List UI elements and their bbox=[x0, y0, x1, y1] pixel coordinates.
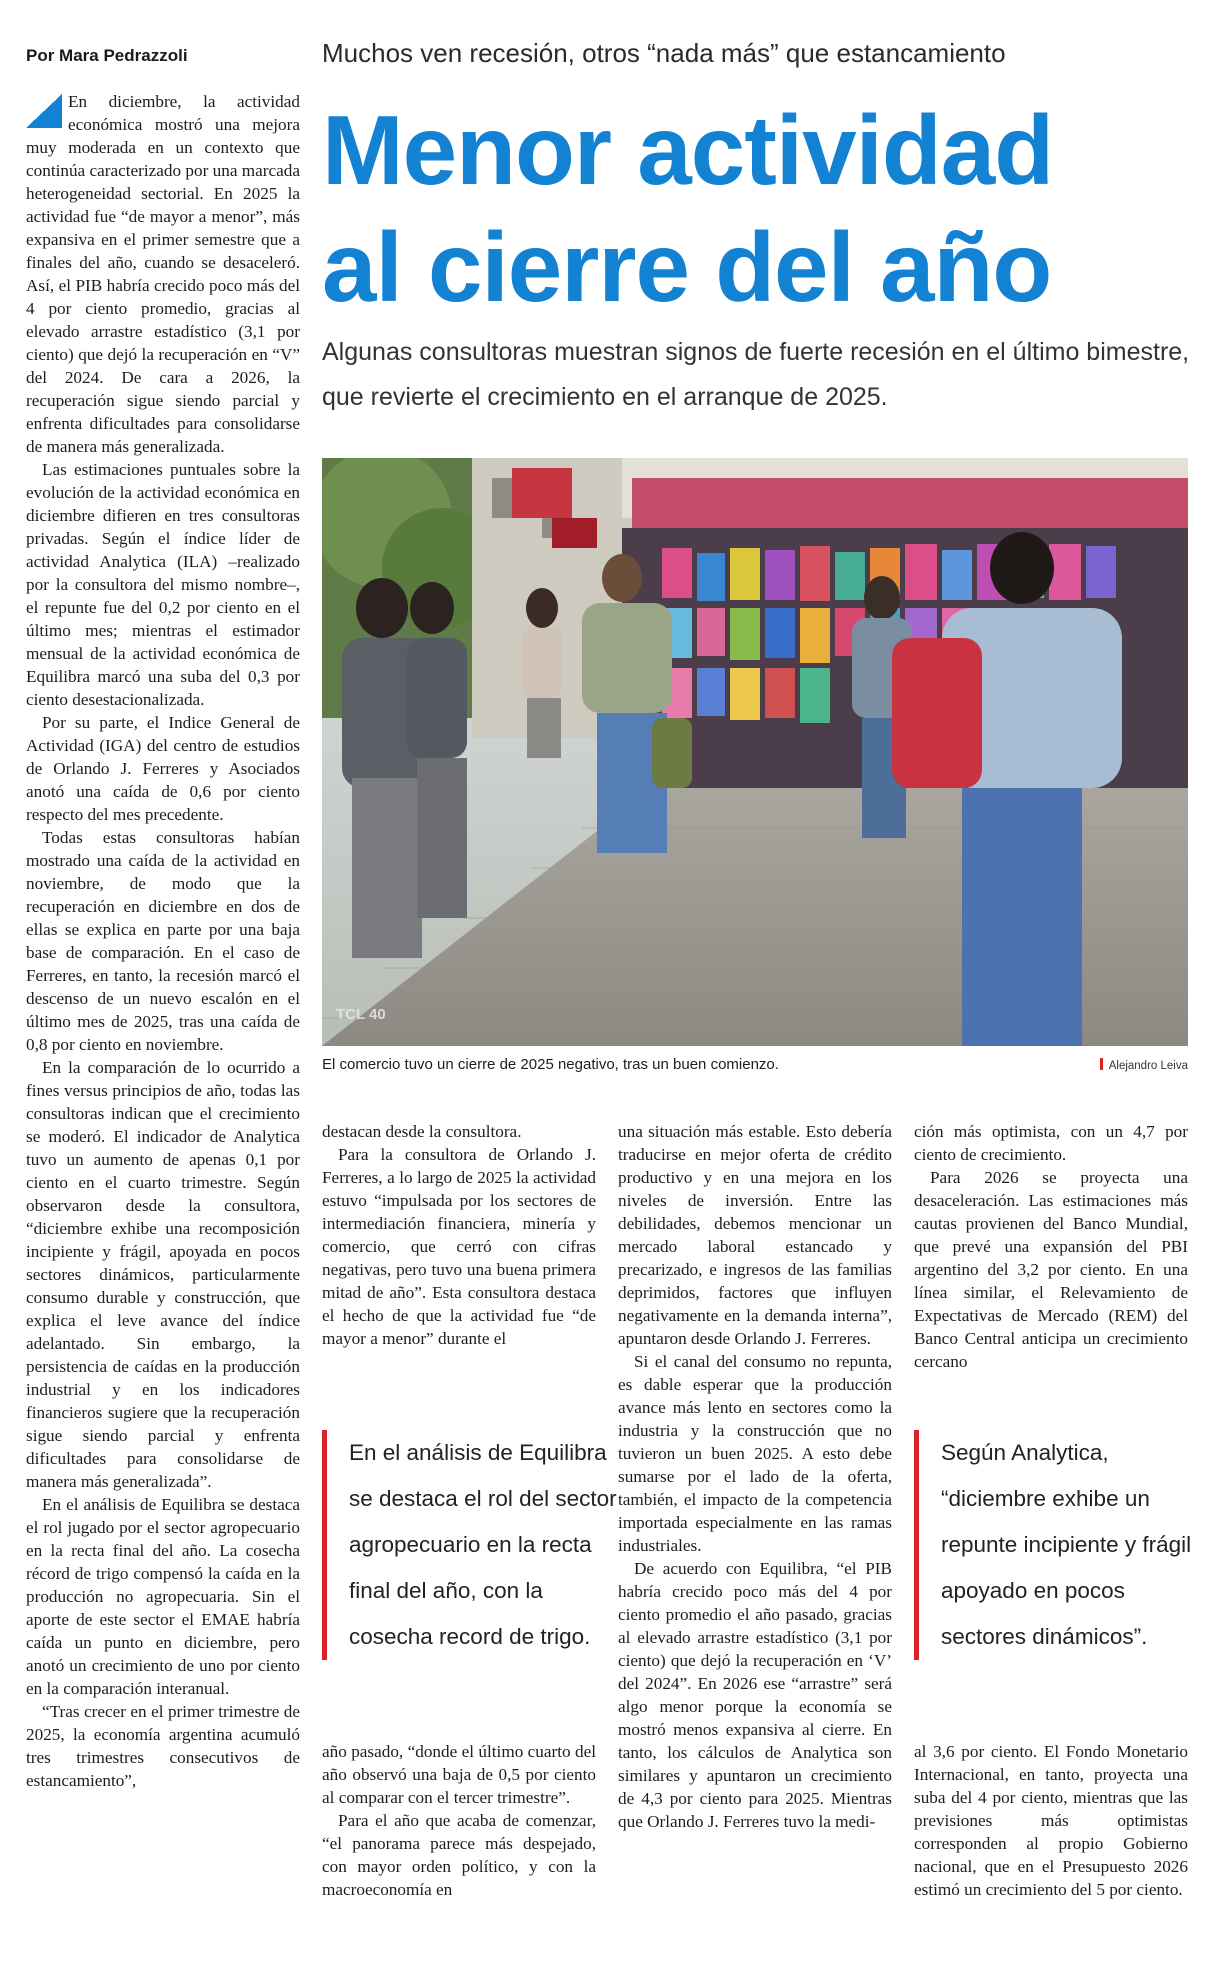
photo-credit bbox=[1000, 1058, 1188, 1072]
paragraph: Si el canal del consumo no repunta, es dable esperar que la producción avance más lento en sectores como la industria y la construcción que no tuvieron un buen 2025. A esto debe sumarse por el lado de la oferta, también, el impacto de la competencia importada especialmente en las ramas industriales. bbox=[618, 1352, 892, 1555]
photo-watermark: TCL 40 bbox=[336, 1006, 386, 1023]
photo-caption: El comercio tuvo un cierre de 2025 negativo, tras un buen comienzo. bbox=[322, 1056, 779, 1073]
photo-credit-name: Alejandro Leiva bbox=[1108, 1060, 1188, 1072]
drop-triangle-icon bbox=[26, 94, 62, 128]
body-column-1 bbox=[26, 90, 300, 1930]
body-column-4 bbox=[914, 1120, 1188, 1373]
paragraph: al 3,6 por ciento. El Fondo Monetario Internacional, en tanto, proyecta una suba del 4 por ciento, mientras que las previsiones más optimistas corresponden al propio Gobierno nacional, que en el Presupuesto 2026 estimó un crecimiento del 5 por ciento. bbox=[914, 1742, 1188, 1899]
street-photo-illustration bbox=[322, 458, 1188, 1046]
pullquote-right: Según Analytica, “diciembre exhibe un repunte incipiente y frágil apoyado en pocos sectores dinámicos”. bbox=[914, 1430, 1211, 1660]
paragraph: Para el año que acaba de comenzar, “el panorama parece más despejado, con mayor orden político, y con la macroeconomía en bbox=[322, 1811, 596, 1899]
paragraph: Para 2026 se proyecta una desaceleración. Las estimaciones más cautas provienen del Banco Mundial, que prevé una expansión del PBI argentino del 3,2 por ciento. En una línea similar, el Relevamiento de Expectativas de Mercado (REM) del Banco Central anticipa un crecimiento cercano bbox=[914, 1168, 1188, 1371]
paragraph: Por su parte, el Indice General de Actividad (IGA) del centro de estudios de Orlando J. Ferreres y Asociados anotó una caída de 0,6 por ciento respecto del mes precedente. bbox=[26, 713, 300, 824]
street-photo bbox=[322, 458, 1188, 1046]
paragraph: Las estimaciones puntuales sobre la evolución de la actividad económica en diciembre difieren en tres consultoras privadas. Según el índice líder de actividad Analytica (ILA) –realizado por la consultora del mismo nombre–, el repunte fue del 0,2 por ciento en el último mes; mientras el estimador mensual de la actividad económica de Equilibra marcó una suba del 0,3 por ciento desestacionalizada. bbox=[26, 460, 300, 709]
credit-bar-icon bbox=[1100, 1058, 1103, 1070]
body-column-4-continued bbox=[914, 1740, 1188, 1940]
subheadline: Algunas consultoras muestran signos de fuerte recesión en el último bimestre, que revierte el crecimiento en el arranque de 2025. bbox=[322, 338, 1190, 411]
paragraph: ción más optimista, con un 4,7 por ciento de crecimiento. bbox=[914, 1122, 1188, 1164]
paragraph: En la comparación de lo ocurrido a fines versus principios de año, todas las consultoras indican que el crecimiento se moderó. El indicador de Analytica tuvo un aumento de apenas 0,1 por ciento en el cuarto trimestre. Según observaron desde la consultora, “diciembre exhibe una recomposición incipiente y frágil, apoyada en pocos sectores dinámicos, particularmente consumo durable y construcción, que explica el leve avance del índice adelantado. Sin embargo, la persistencia de caídas en la producción industrial y en los indicadores financieros sugiere que la recuperación sigue siendo parcial y enfrenta dificultades para consolidarse de manera más generalizada”. bbox=[26, 1058, 300, 1491]
paragraph: De acuerdo con Equilibra, “el PIB habría crecido poco más del 4 por ciento promedio el año pasado, gracias al elevado arrastre estadístico (3,1 por ciento) que dejó la recuperación en ‘V’ del 2024”. En 2026 ese “arrastre” será algo menor porque la economía se mostró menos expansiva al cierre. En tanto, los cálculos de Analytica son similares y apuntaron un crecimiento de 4,3 por ciento para 2025. Mientras que Orlando J. Ferreres tuvo la medi- bbox=[618, 1559, 892, 1831]
paragraph: “Tras crecer en el primer trimestre de 2025, la economía argentina acumuló tres trimestres consecutivos de estancamiento”, bbox=[26, 1702, 300, 1790]
paragraph: Para la consultora de Orlando J. Ferreres, a lo largo de 2025 la actividad estuvo “impulsada por los sectores de intermediación financiera, minería y comercio, que cerró con cifras negativas, pero tuvo una buena primera mitad de año”. Esta consultora destaca el hecho de que la actividad fue “de mayor a menor” durante el bbox=[322, 1145, 596, 1348]
paragraph: una situación más estable. Esto debería traducirse en mejor oferta de crédito productivo y en una mejora en los niveles de inversión. Entre las debilidades, debemos mencionar un mercado laboral estancado y precarizado, e ingresos de las familias deprimidos, factores que influyen negativamente en la demanda interna”, apuntaron desde Orlando J. Ferreres. bbox=[618, 1122, 892, 1348]
headline bbox=[322, 92, 1202, 326]
paragraph: Todas estas consultoras habían mostrado una caída de la actividad en noviembre, de modo que la recuperación en diciembre en dos de ellas se explica en parte por una baja base de comparación. En el caso de Ferreres, en tanto, la recesión marcó el descenso de un nuevo escalón en el último mes de 2025, tras una caída de 0,8 por ciento en noviembre. bbox=[26, 828, 300, 1054]
paragraph: En el análisis de Equilibra se destaca el rol jugado por el sector agropecuario en la recta final del año. La cosecha récord de trigo compensó la caída en la producción no agropecuaria. Sin el aporte de este sector el EMAE habría caída un punto en diciembre, pero anotó un crecimiento de uno por ciento en la comparación interanual. bbox=[26, 1495, 300, 1698]
body-column-3 bbox=[618, 1120, 892, 1940]
body-column-2-continued bbox=[322, 1740, 596, 1940]
body-column-2 bbox=[322, 1120, 596, 1350]
headline-line-1: Menor actividad bbox=[322, 95, 1054, 205]
paragraph: En diciembre, la actividad económica mostró una mejora muy moderada en un contexto que continúa caracterizado por una marcada heterogeneidad sectorial. En 2025 la actividad fue “de mayor a menor”, más expansiva en el primer semestre que a finales del año, cuando se desaceleró. Así, el PIB habría crecido poco más del 4 por ciento promedio, gracias al elevado arrastre estadístico (3,1 por ciento) que dejó la recuperación en “V” del 2024. De cara a 2026, la recuperación sigue siendo parcial y enfrenta dificultades para consolidarse de manera más generalizada. bbox=[26, 92, 300, 456]
kicker: Muchos ven recesión, otros “nada más” que estancamiento bbox=[322, 38, 1006, 68]
pullquote-left: En el análisis de Equilibra se destaca el rol del sector agropecuario en la recta final del año, con la cosecha record de trigo. bbox=[322, 1430, 619, 1660]
paragraph: año pasado, “donde el último cuarto del año observó una baja de 0,5 por ciento al comparar con el tercer trimestre”. bbox=[322, 1742, 596, 1807]
paragraph: destacan desde la consultora. bbox=[322, 1122, 522, 1141]
headline-line-2: al cierre del año bbox=[322, 212, 1052, 322]
byline: Por Mara Pedrazzoli bbox=[26, 46, 188, 65]
